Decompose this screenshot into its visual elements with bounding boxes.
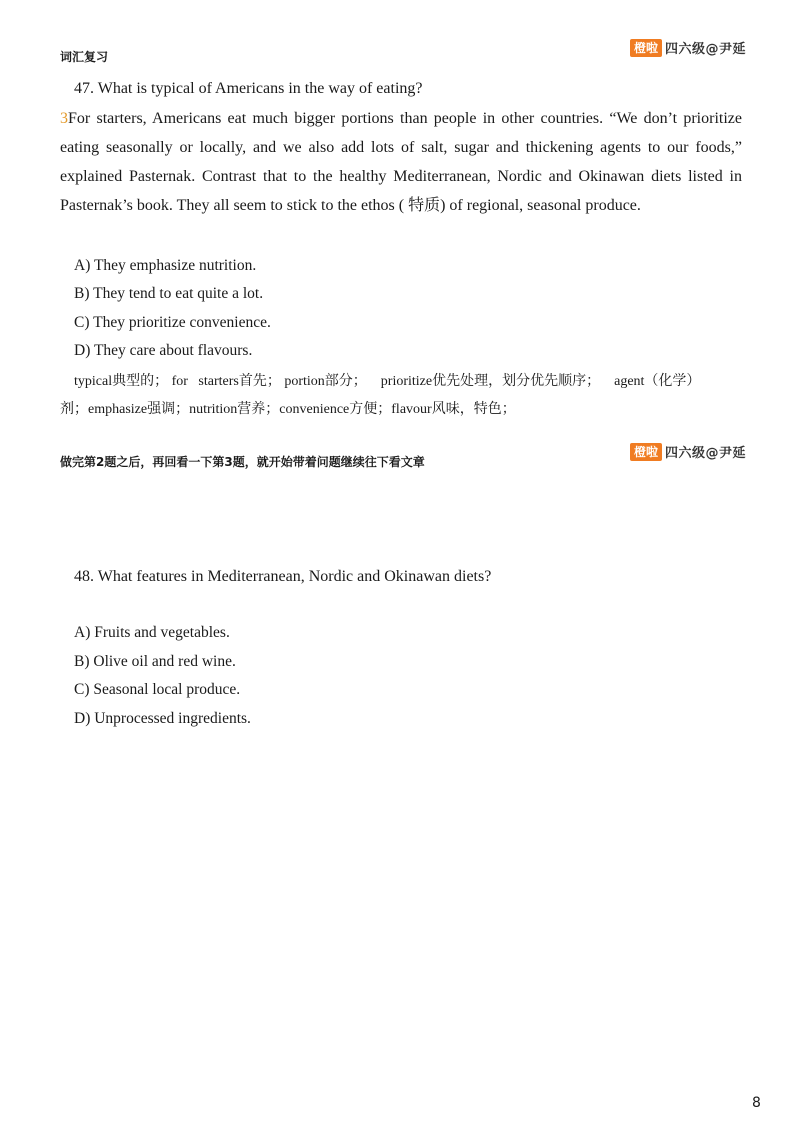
paragraph-number: 3: [60, 110, 68, 127]
brand-tag: 橙啦: [630, 39, 662, 57]
brand-text: 四六级@尹延: [665, 42, 747, 57]
section-label: 词汇复习: [60, 50, 109, 64]
brand-logo-2: [630, 442, 746, 461]
paragraph-text: For starters, Americans eat much bigger portions than people in other countries. “We don’t prioritize eating seasonally or locally, and we also add lots of salt, sugar and thickening agents to our foods,” explained Pasternak. Contrast that to the healthy Mediterranean, Nordic and Okinawan diets listed in Pasternak’s book. They all seem to stick to the ethos ( 特质) of regional, seasonal produce.: [60, 110, 742, 214]
option-a-48: A) Fruits and vegetables.: [74, 624, 230, 641]
brand-tag-2: 橙啦: [630, 443, 662, 461]
page-number: 8: [752, 1095, 761, 1111]
option-d: D) They care about flavours.: [74, 342, 253, 359]
option-b-48: B) Olive oil and red wine.: [74, 653, 236, 670]
brand-text-2: 四六级@尹延: [665, 446, 747, 461]
question-47: 47. What is typical of Americans in the way of eating?: [74, 80, 423, 97]
vocab-line-2: 剂；emphasize强调；nutrition营养；convenience方便；flavour风味，特色；: [60, 402, 516, 417]
brand-logo: [630, 38, 746, 57]
option-b: B) They tend to eat quite a lot.: [74, 285, 264, 302]
option-c: C) They prioritize convenience.: [74, 314, 271, 331]
instruction-text: 做完第2题之后，再回看一下第3题，就开始带着问题继续往下看文章: [60, 455, 425, 469]
question-48: 48. What features in Mediterranean, Nordic and Okinawan diets?: [74, 568, 492, 585]
option-c-48: C) Seasonal local produce.: [74, 681, 241, 698]
vocab-line-1: typical典型的； for starters首先； portion部分； prioritize优先处理，划分优先顺序； agent（化学）: [74, 374, 701, 389]
passage-paragraph: [60, 104, 742, 220]
option-d-48: D) Unprocessed ingredients.: [74, 710, 251, 727]
option-a: A) They emphasize nutrition.: [74, 257, 257, 274]
